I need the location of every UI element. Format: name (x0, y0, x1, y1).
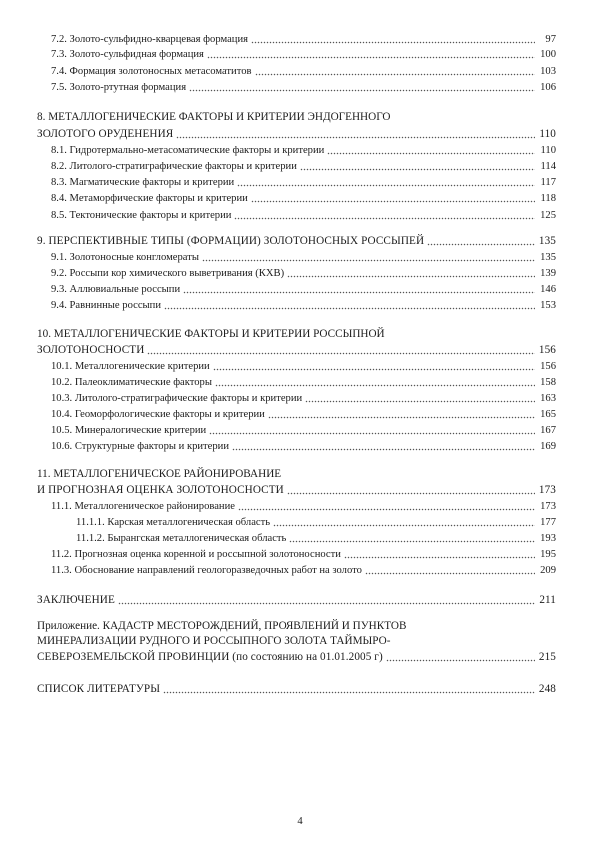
dot-leader (183, 286, 535, 294)
dot-leader (213, 363, 535, 371)
toc-entry-title: 10.6. Структурные факторы и критерии (51, 441, 230, 452)
dot-leader (327, 147, 535, 155)
toc-entry-title: 7.3. Золото-сульфидная формация (51, 49, 204, 60)
toc-entry-8 (37, 127, 556, 142)
dot-leader (344, 551, 535, 559)
toc-page-number: 156 (540, 361, 556, 372)
toc-entry-title: 8.2. Литолого-стратиграфические факторы и критерии (51, 161, 297, 172)
toc-entry-title: ЗОЛОТОГО ОРУДЕНЕНИЯ (37, 128, 174, 140)
toc-page-number: 135 (540, 252, 556, 263)
toc-entry-title: 10.4. Геоморфологические факторы и критерии (51, 409, 265, 420)
toc-page-number: 177 (540, 517, 556, 528)
dot-leader (251, 195, 535, 203)
toc-page-number: 103 (540, 66, 556, 77)
toc-entry-title: 10.2. Палеоклиматические факторы (51, 377, 212, 388)
toc-entry-10-5 (51, 423, 556, 438)
dot-leader (386, 654, 535, 662)
dot-leader (147, 347, 535, 355)
toc-entry-11-2 (51, 547, 556, 562)
toc-appendix-line1: Приложение. КАДАСТР МЕСТОРОЖДЕНИЙ, ПРОЯВЛЕНИЙ И ПУНКТОВ (37, 620, 407, 632)
toc-entry-11-1-1 (76, 515, 556, 530)
toc-page-number: 248 (538, 683, 556, 695)
toc-entry-title: 9.2. Россыпи кор химического выветривания (КХВ) (51, 268, 285, 279)
dot-leader (202, 254, 535, 262)
toc-entry-title: 11.1.2. Бырангская металлогеническая область (76, 533, 287, 544)
toc-page-number: 110 (539, 128, 556, 140)
dot-leader (176, 131, 535, 139)
toc-page-number: 125 (540, 210, 556, 221)
toc-page-number: 165 (540, 409, 556, 420)
toc-entry-title: 8.1. Гидротермально-метасоматические факторы и критерии (51, 145, 325, 156)
toc-entry-title: 9. ПЕРСПЕКТИВНЫЕ ТИПЫ (ФОРМАЦИИ) ЗОЛОТОНОСНЫХ РОССЫПЕЙ (37, 235, 425, 247)
toc-entry-title: 11.2. Прогнозная оценка коренной и россыпной золотоносности (51, 549, 341, 560)
toc-entry-title: 10.1. Металлогенические критерии (51, 361, 210, 372)
toc-entry-9-2 (51, 266, 556, 281)
toc-page-number: 139 (540, 268, 556, 279)
toc-entry-10-3 (51, 391, 556, 406)
toc-entry-title: 11.3. Обоснование направлений геологоразведочных работ на золото (51, 565, 362, 576)
toc-entry-title: 7.4. Формация золотоносных метасоматитов (51, 66, 252, 77)
toc-heading-10-line1: 10. МЕТАЛЛОГЕНИЧЕСКИЕ ФАКТОРЫ И КРИТЕРИИ РОССЫПНОЙ (37, 328, 385, 340)
dot-leader (232, 443, 535, 451)
toc-entry-9-1 (51, 250, 556, 265)
toc-page-number: 211 (539, 594, 556, 606)
toc-entry-title: 8.5. Тектонические факторы и критерии (51, 210, 232, 221)
toc-entry-title: И ПРОГНОЗНАЯ ОЦЕНКА ЗОЛОТОНОСНОСТИ (37, 484, 284, 496)
toc-entry-9-4 (51, 298, 556, 313)
toc-page-number: 100 (540, 49, 556, 60)
dot-leader (287, 270, 535, 278)
toc-entry-11-1-2 (76, 531, 556, 546)
toc-heading-11-line1: 11. МЕТАЛЛОГЕНИЧЕСКОЕ РАЙОНИРОВАНИЕ (37, 468, 282, 480)
toc-entry-title: 8.3. Магматические факторы и критерии (51, 177, 235, 188)
dot-leader (189, 84, 535, 92)
toc-page-number: 117 (540, 177, 556, 188)
toc-entry-title: 8.4. Метаморфические факторы и критерии (51, 193, 248, 204)
toc-entry-9 (37, 234, 556, 249)
toc-entry-10-2 (51, 375, 556, 390)
dot-leader (251, 36, 535, 44)
toc-entry-8-4 (51, 191, 556, 206)
toc-page-number: 163 (540, 393, 556, 404)
dot-leader (118, 597, 535, 605)
toc-entry-title: 9.4. Равнинные россыпи (51, 300, 161, 311)
toc-entry-11 (37, 483, 556, 498)
toc-entry-11-1 (51, 499, 556, 514)
page-number: 4 (297, 816, 303, 827)
dot-leader (289, 535, 535, 543)
toc-page-number: 173 (540, 501, 556, 512)
toc-page-number: 153 (540, 300, 556, 311)
dot-leader (255, 68, 535, 76)
toc-entry-10 (37, 343, 556, 358)
dot-leader (268, 411, 535, 419)
toc-entry-title: СЕВЕРОЗЕМЕЛЬСКОЙ ПРОВИНЦИИ (по состоянию на 01.01.2005 г) (37, 651, 383, 663)
dot-leader (234, 212, 535, 220)
toc-page-number: 156 (538, 344, 556, 356)
toc-entry-7-5 (51, 80, 556, 95)
toc-entry-title: 9.3. Аллювиальные россыпи (51, 284, 181, 295)
toc-entry-7-2 (51, 32, 556, 47)
toc-entry-title: 7.5. Золото-ртутная формация (51, 82, 187, 93)
toc-page-number: 114 (540, 161, 556, 172)
toc-page-number: 173 (538, 484, 556, 496)
toc-page-number: 110 (540, 145, 556, 156)
toc-appendix-line2: МИНЕРАЛИЗАЦИИ РУДНОГО И РОССЫПНОГО ЗОЛОТА ТАЙМЫРО- (37, 635, 391, 647)
dot-leader (427, 238, 535, 246)
toc-page-number: 158 (540, 377, 556, 388)
toc-entry-11-3 (51, 563, 556, 578)
toc-entry-title: 11.1. Металлогеническое районирование (51, 501, 235, 512)
toc-heading-8-line1: 8. МЕТАЛЛОГЕНИЧЕСКИЕ ФАКТОРЫ И КРИТЕРИИ ЭНДОГЕННОГО (37, 111, 391, 123)
dot-leader (164, 302, 535, 310)
dot-leader (215, 379, 535, 387)
dot-leader (163, 686, 535, 694)
toc-entry-title: 10.3. Литолого-стратиграфические факторы и критерии (51, 393, 303, 404)
toc-page-number: 169 (540, 441, 556, 452)
dot-leader (209, 427, 535, 435)
toc-entry-7-3 (51, 47, 556, 62)
dot-leader (238, 503, 535, 511)
toc-page-number: 195 (540, 549, 556, 560)
toc-entry-conclusion (37, 593, 556, 608)
toc-entry-title: ЗОЛОТОНОСНОСТИ (37, 344, 145, 356)
toc-entry-appendix (37, 650, 556, 665)
toc-page-number: 193 (540, 533, 556, 544)
toc-entry-8-2 (51, 159, 556, 174)
dot-leader (365, 567, 535, 575)
toc-page-number: 97 (545, 34, 556, 45)
toc-page-number: 135 (538, 235, 556, 247)
toc-entry-title: СПИСОК ЛИТЕРАТУРЫ (37, 683, 161, 695)
toc-page-number: 167 (540, 425, 556, 436)
toc-entry-title: 7.2. Золото-сульфидно-кварцевая формация (51, 34, 248, 45)
toc-entry-8-3 (51, 175, 556, 190)
toc-entry-references (37, 682, 556, 697)
dot-leader (237, 179, 535, 187)
toc-page-number: 215 (538, 651, 556, 663)
toc-entry-8-1 (51, 143, 556, 158)
toc-entry-10-6 (51, 439, 556, 454)
toc-entry-8-5 (51, 208, 556, 223)
toc-entry-title: 11.1.1. Карская металлогеническая область (76, 517, 271, 528)
dot-leader (273, 519, 535, 527)
toc-entry-10-1 (51, 359, 556, 374)
toc-entry-title: 9.1. Золотоносные конгломераты (51, 252, 199, 263)
toc-entry-10-4 (51, 407, 556, 422)
toc-page-number: 146 (540, 284, 556, 295)
toc-entry-7-4 (51, 64, 556, 79)
toc-page-number: 209 (540, 565, 556, 576)
toc-entry-9-3 (51, 282, 556, 297)
toc-entry-title: 10.5. Минералогические критерии (51, 425, 207, 436)
toc-page-number: 106 (540, 82, 556, 93)
dot-leader (305, 395, 535, 403)
dot-leader (287, 487, 535, 495)
dot-leader (300, 163, 535, 171)
toc-page-number: 118 (540, 193, 556, 204)
dot-leader (207, 51, 535, 59)
toc-entry-title: ЗАКЛЮЧЕНИЕ (37, 594, 115, 606)
